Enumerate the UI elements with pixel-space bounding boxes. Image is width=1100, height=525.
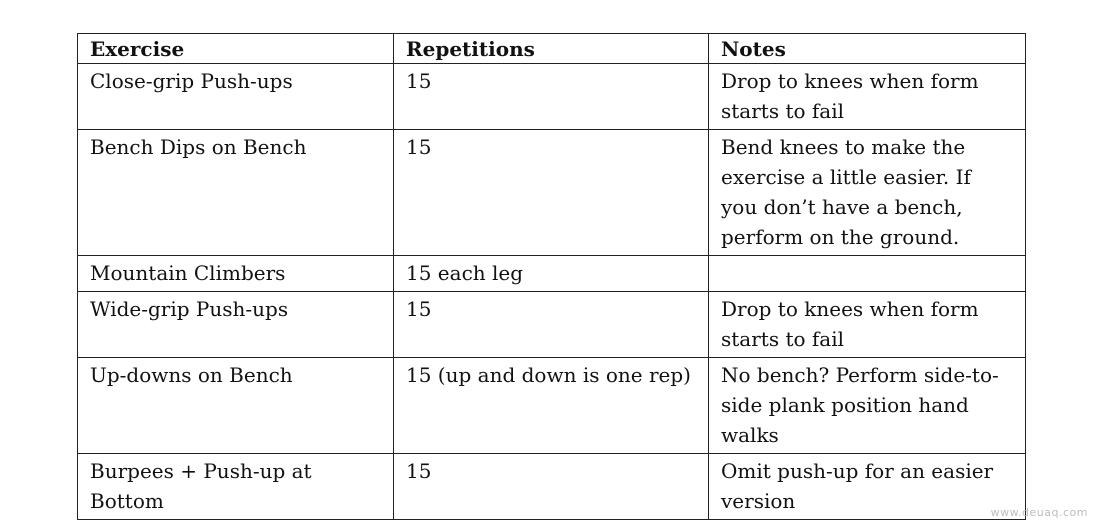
cell-exercise: Bench Dips on Bench [78, 130, 394, 256]
cell-exercise: Close-grip Push-ups [78, 64, 394, 130]
header-exercise: Exercise [78, 34, 394, 64]
cell-exercise: Mountain Climbers [78, 256, 394, 292]
cell-repetitions: 15 [394, 454, 709, 520]
cell-notes: Drop to knees when form starts to fail [709, 292, 1026, 358]
header-repetitions: Repetitions [394, 34, 709, 64]
table-row [78, 292, 1026, 358]
cell-notes: No bench? Perform side-to-side plank position hand walks [709, 358, 1026, 454]
header-row [78, 34, 1026, 64]
cell-exercise: Burpees + Push-up at Bottom [78, 454, 394, 520]
workout-table [77, 33, 1026, 520]
cell-repetitions: 15 (up and down is one rep) [394, 358, 709, 454]
cell-notes: Drop to knees when form starts to fail [709, 64, 1026, 130]
cell-repetitions: 15 [394, 292, 709, 358]
table-row [78, 358, 1026, 454]
cell-notes [709, 256, 1026, 292]
cell-repetitions: 15 each leg [394, 256, 709, 292]
cell-repetitions: 15 [394, 130, 709, 256]
cell-exercise: Wide-grip Push-ups [78, 292, 394, 358]
table-row [78, 130, 1026, 256]
cell-exercise: Up-downs on Bench [78, 358, 394, 454]
cell-repetitions: 15 [394, 64, 709, 130]
cell-notes: Bend knees to make the exercise a little easier. If you don’t have a bench, perform on the ground. [709, 130, 1026, 256]
cell-notes: Omit push-up for an easier version [709, 454, 1026, 520]
table-row [78, 454, 1026, 520]
table-row [78, 64, 1026, 130]
table-row [78, 256, 1026, 292]
header-notes: Notes [709, 34, 1026, 64]
watermark: www.deuaq.com [990, 506, 1088, 519]
